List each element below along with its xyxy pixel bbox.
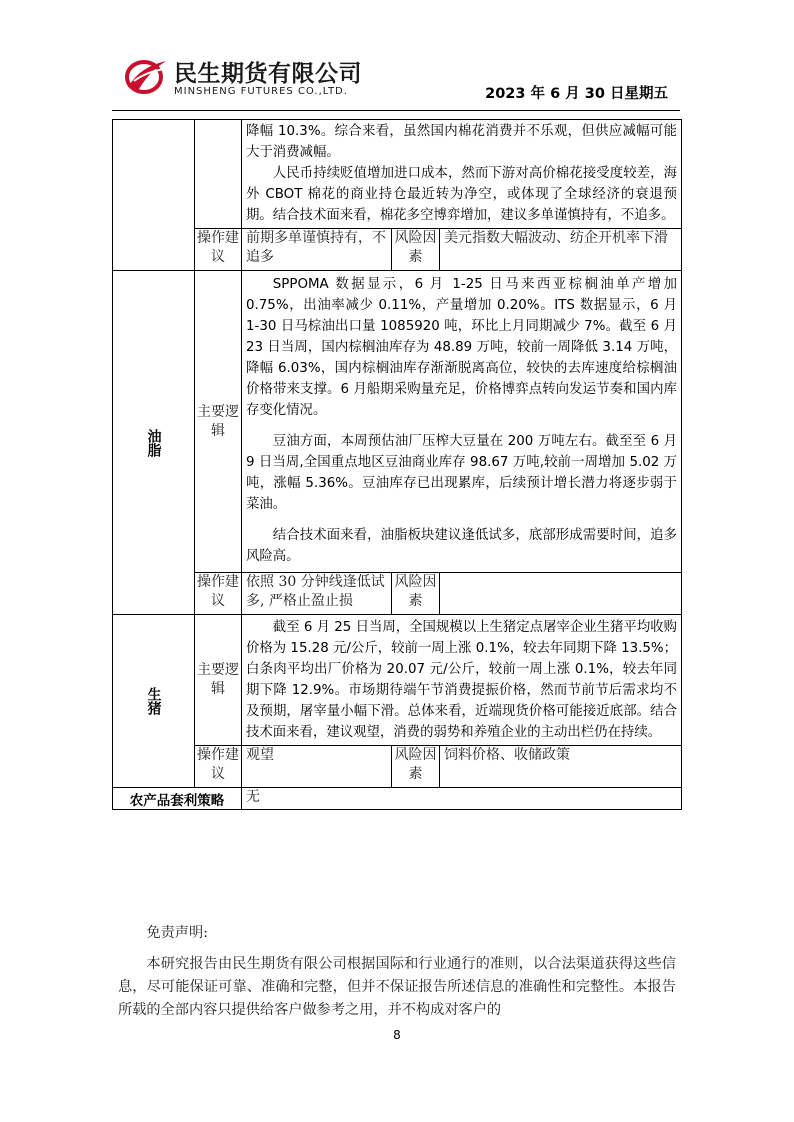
oils-logic-row [113,271,682,573]
cotton-logic-paragraph-1: 降幅 10.3%。综合来看，虽然国内棉花消费并不乐观，但供应减幅可能大于消费减幅。 [246,124,678,160]
commodity-table [112,119,682,810]
oils-logic-paragraph-3: 结合技术面来看，油脂板块建议逢低试多，底部形成需要时间，追多风险高。 [246,528,678,564]
oils-risk-value [440,573,682,615]
disclaimer-body: 本研究报告由民生期货有限公司根据国际和行业通行的准则，以合法渠道获得这些信息，尽可能保证可靠、准确和完整，但并不保证报告所述信息的准确性和完整性。本报告所载的全部内容只提供给客户做参考之用，并不构成对客户的 [118,956,676,1018]
cotton-category-cell [113,120,195,271]
company-name-en: MINSHENG FUTURES CO.,LTD. [174,86,348,97]
hogs-risk-value: 饲料价格、收储政策 [440,746,682,788]
cotton-operation-label: 操作建议 [195,229,242,271]
hogs-risk-label: 风险因素 [392,746,440,788]
oils-category: 油脂 [113,271,195,615]
oils-logic-paragraph-2: 豆油方面，本周预估油厂压榨大豆量在 200 万吨左右。截至至 6 月 9 日当周,全国重点地区豆油商业库存 98.67 万吨,较前一周增加 5.02 万吨，涨幅 5.36%。豆油库存已出现累库，后续预计增长潜力将逐步弱于菜油。 [246,434,678,512]
header-divider [112,110,680,111]
cotton-logic-paragraph-2: 人民币持续贬值增加进口成本，然而下游对高价棉花接受度较差，海外 CBOT 棉花的商业持仓最近转为净空，或体现了全球经济的衰退预期。结合技术面来看，棉花多空博弈增加，建议多单谨慎持有，不追多。 [246,166,678,223]
hogs-category: 生猪 [113,615,195,788]
cotton-operation-value: 前期多单谨慎持有，不追多 [242,229,392,271]
disclaimer [118,922,676,1022]
cotton-risk-value: 美元指数大幅波动、纺企开机率下滑 [440,229,682,271]
oils-operation-label: 操作建议 [195,573,242,615]
hogs-logic-paragraph-1: 截至 6 月 25 日当周，全国规模以上生猪定点屠宰企业生猪平均收购价格为 15.28 元/公斤，较前一周上涨 0.1%，较去年同期下降 13.5%；白条肉平均出厂价格为 20.07 元/公斤，较前一周上涨 0.1%，较去年同期下降 12.9%。市场期待端午节消费提振价格，然而节前节后需求均不及预期，屠宰量小幅下滑。总体来看，近端现货价格可能接近底部。结合技术面来看，建议观望，消费的弱势和养殖企业的主动出栏仍在持续。 [246,620,678,740]
cotton-logic-cell [242,120,682,229]
hogs-operation-row [113,746,682,788]
report-date: 2023 年 6 月 30 日星期五 [485,86,668,102]
hogs-operation-value: 观望 [242,746,392,788]
minsheng-logo-icon [124,57,168,95]
arbitrage-row [113,788,682,810]
cotton-operation-row [113,229,682,271]
hogs-logic-label: 主要逻辑 [195,615,242,746]
hogs-operation-label: 操作建议 [195,746,242,788]
arbitrage-label: 农产品套利策略 [113,788,242,810]
cotton-logic-label-cell [195,120,242,229]
company-name-cn: 民生期货有限公司 [174,61,362,87]
hogs-logic-row [113,615,682,746]
oils-logic-paragraph-1: SPPOMA 数据显示，6 月 1-25 日马来西亚棕榈油单产增加 0.75%，出油率减少 0.11%，产量增加 0.20%。ITS 数据显示，6 月 1-30 日马棕油出口量 1085920 吨，环比上月同期减少 7%。截至 6 月 23 日当周，国内棕榈油库存为 48.89 万吨，较前一周降低 3.14 万吨，降幅 6.03%，国内棕榈油库存渐渐脱离高位，较快的去库速度给棕榈油价格带来支撑。6 月船期采购量充足，价格博弈点转向发运节奏和国内库存变化情况。 [246,277,678,418]
disclaimer-title: 免责声明: [146,925,208,941]
oils-operation-row [113,573,682,615]
cotton-logic-row [113,120,682,229]
oils-logic-cell [242,271,682,573]
page-number: 8 [393,1028,401,1042]
oils-operation-value: 依照 30 分钟线逢低试多, 严格止盈止损 [242,573,392,615]
oils-logic-label: 主要逻辑 [195,271,242,573]
oils-risk-label: 风险因素 [392,573,440,615]
cotton-risk-label: 风险因素 [392,229,440,271]
company-logo [122,55,362,101]
hogs-logic-cell [242,615,682,746]
arbitrage-value: 无 [242,788,682,810]
